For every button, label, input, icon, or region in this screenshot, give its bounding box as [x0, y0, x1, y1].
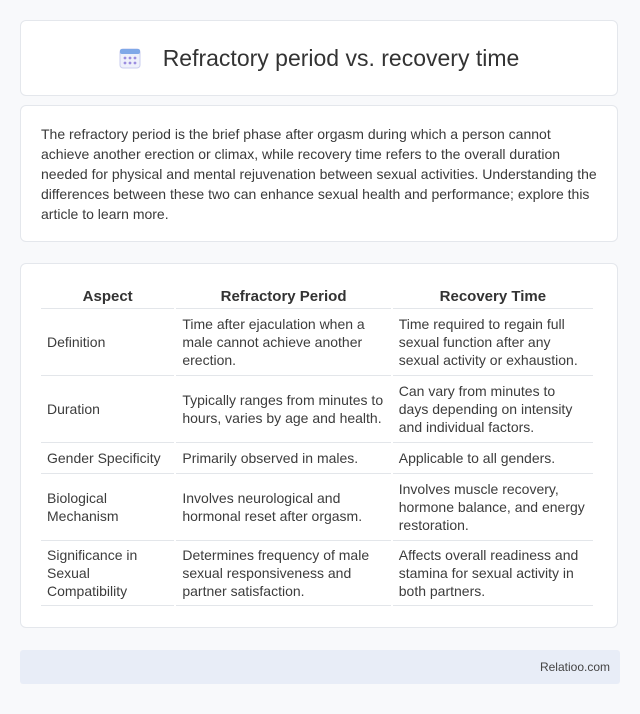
aspect-cell: Significance in Sexual Compatibility	[41, 541, 174, 606]
calendar-icon	[119, 47, 141, 69]
comparison-table	[39, 286, 595, 606]
intro-text: The refractory period is the brief phase after orgasm during which a person cannot achieve another erection or climax, while recovery time refers to the overall duration needed for physical and mental rejuvenation between sexual activities. Understanding the differences between these two can enhance sexual health and performance; explore this article to learn more.	[41, 126, 597, 222]
refractory-cell: Determines frequency of male sexual responsiveness and partner satisfaction.	[176, 541, 390, 606]
aspect-cell: Gender Specificity	[41, 443, 174, 474]
table-row	[41, 443, 593, 474]
aspect-cell: Biological Mechanism	[41, 474, 174, 541]
refractory-cell: Primarily observed in males.	[176, 443, 390, 474]
table-header-row	[41, 286, 593, 309]
footer-bar	[20, 650, 620, 684]
aspect-cell: Duration	[41, 376, 174, 443]
refractory-cell: Time after ejaculation when a male cannot achieve another erection.	[176, 309, 390, 376]
recovery-cell: Can vary from minutes to days depending on intensity and individual factors.	[393, 376, 593, 443]
recovery-cell: Involves muscle recovery, hormone balance, and energy restoration.	[393, 474, 593, 541]
header-recovery-time: Recovery Time	[393, 286, 593, 309]
table-row	[41, 541, 593, 606]
title-card	[20, 20, 618, 96]
recovery-cell: Applicable to all genders.	[393, 443, 593, 474]
intro-card	[20, 105, 618, 242]
refractory-cell: Involves neurological and hormonal reset after orgasm.	[176, 474, 390, 541]
footer-brand[interactable]: Relatioo.com	[539, 660, 610, 674]
comparison-card	[20, 263, 618, 628]
header-refractory-period: Refractory Period	[176, 286, 390, 309]
table-row	[41, 309, 593, 376]
table-row	[41, 376, 593, 443]
recovery-cell: Time required to regain full sexual function after any sexual activity or exhaustion.	[393, 309, 593, 376]
refractory-cell: Typically ranges from minutes to hours, varies by age and health.	[176, 376, 390, 443]
recovery-cell: Affects overall readiness and stamina for sexual activity in both partners.	[393, 541, 593, 606]
header-aspect: Aspect	[41, 286, 174, 309]
aspect-cell: Definition	[41, 309, 174, 376]
table-row	[41, 474, 593, 541]
page-title: Refractory period vs. recovery time	[162, 44, 520, 71]
